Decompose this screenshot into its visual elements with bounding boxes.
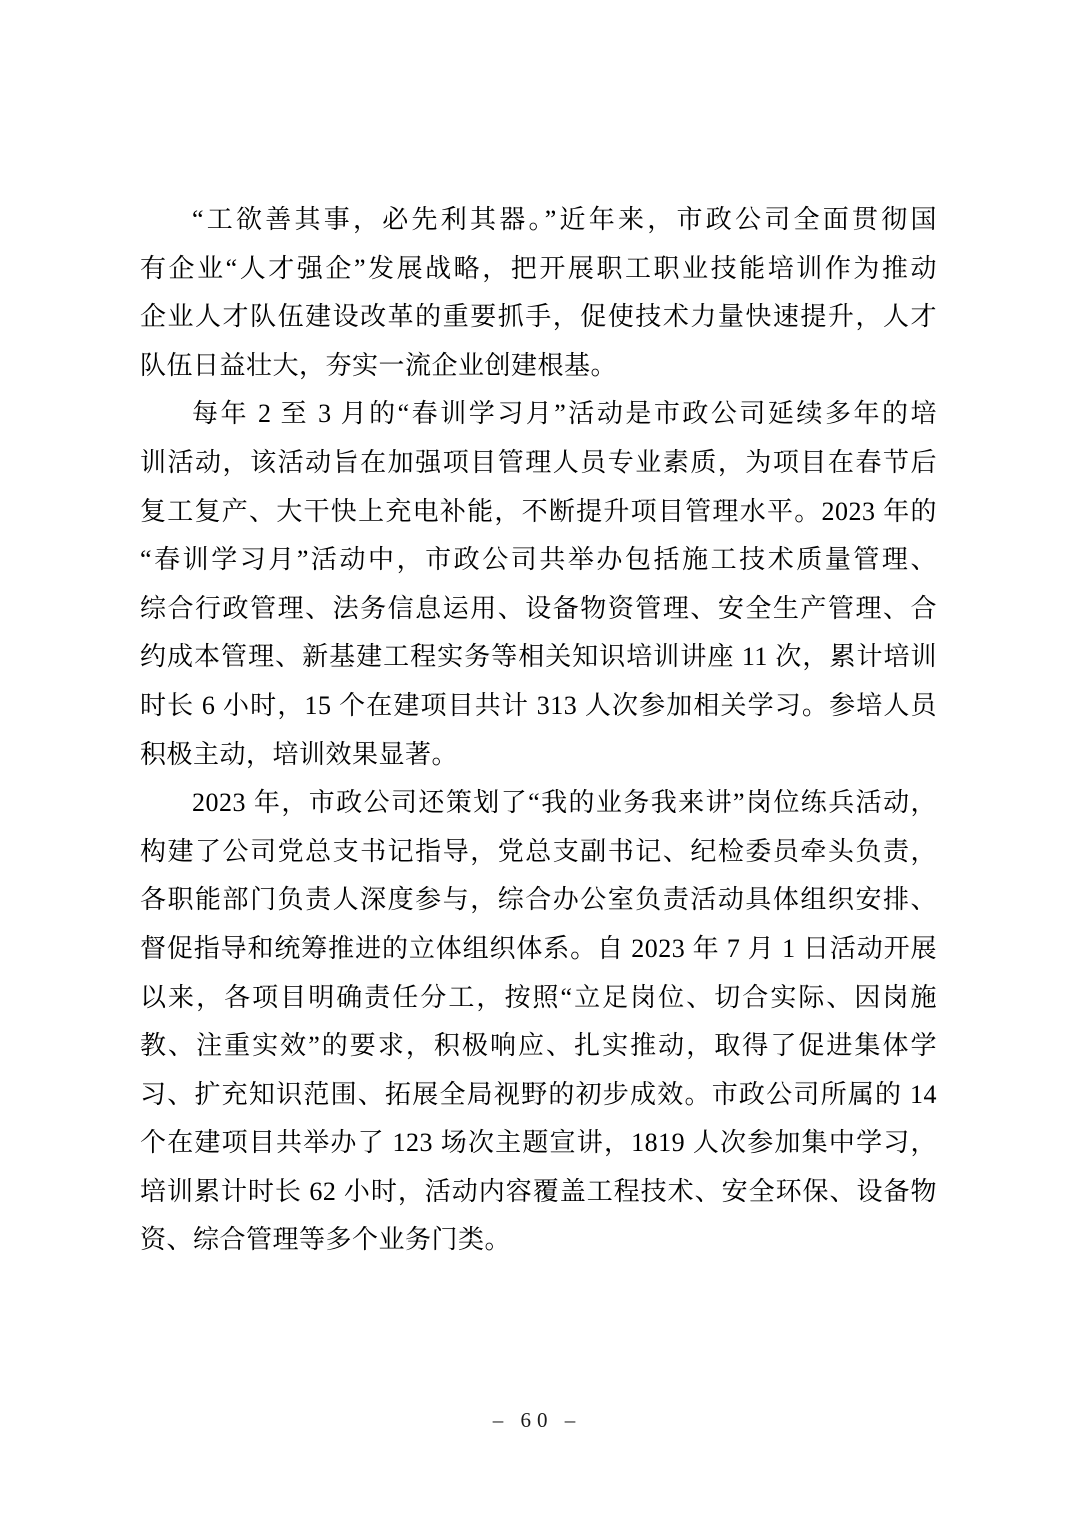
paragraph-2 [140,390,937,779]
paragraph-3 [140,779,937,1265]
text-line: 约成本管理、新基建工程实务等相关知识培训讲座 11 次，累计培训 [140,642,937,672]
text-line: 训活动，该活动旨在加强项目管理人员专业素质，为项目在春节后 [140,447,937,477]
page-footer [0,1408,1074,1433]
text-line: 个在建项目共举办了 123 场次主题宣讲，1819 人次参加集中学习， [140,1128,937,1158]
text-line: 企业人才队伍建设改革的重要抓手，促使技术力量快速提升，人才 [140,302,937,332]
text-line: 时长 6 小时，15 个在建项目共计 313 人次参加相关学习。参培人员 [140,690,937,720]
text-line: 习、扩充知识范围、拓展全局视野的初步成效。市政公司所属的 14 [140,1079,937,1109]
text-line: 培训累计时长 62 小时，活动内容覆盖工程技术、安全环保、设备物 [140,1176,937,1206]
page-number: – 60 – [492,1408,582,1432]
text-line: 以来，各项目明确责任分工，按照“立足岗位、切合实际、因岗施 [140,982,937,1012]
document-body [140,196,937,1265]
text-line: 积极主动，培训效果显著。 [140,739,459,769]
text-line: 督促指导和统筹推进的立体组织体系。自 2023 年 7 月 1 日活动开展 [140,933,937,963]
text-line: 每年 2 至 3 月的“春训学习月”活动是市政公司延续多年的培 [192,399,937,429]
text-line: 教、注重实效”的要求，积极响应、扎实推动，取得了促进集体学 [140,1031,937,1061]
text-line: 资、综合管理等多个业务门类。 [140,1225,512,1255]
text-line: 队伍日益壮大，夯实一流企业创建根基。 [140,350,618,380]
text-line: 综合行政管理、法务信息运用、设备物资管理、安全生产管理、合 [140,593,937,623]
text-line: 2023 年，市政公司还策划了“我的业务我来讲”岗位练兵活动， [192,788,937,818]
text-line: 构建了公司党总支书记指导，党总支副书记、纪检委员牵头负责， [140,836,937,866]
paragraph-1 [140,196,937,390]
text-line: 复工复产、大干快上充电补能，不断提升项目管理水平。2023 年的 [140,496,937,526]
text-line: “工欲善其事，必先利其器。”近年来，市政公司全面贯彻国 [192,205,937,234]
text-line: 各职能部门负责人深度参与，综合办公室负责活动具体组织安排、 [140,885,937,915]
text-line: 有企业“人才强企”发展战略，把开展职工职业技能培训作为推动 [140,253,937,283]
text-line: “春训学习月”活动中，市政公司共举办包括施工技术质量管理、 [140,545,937,575]
